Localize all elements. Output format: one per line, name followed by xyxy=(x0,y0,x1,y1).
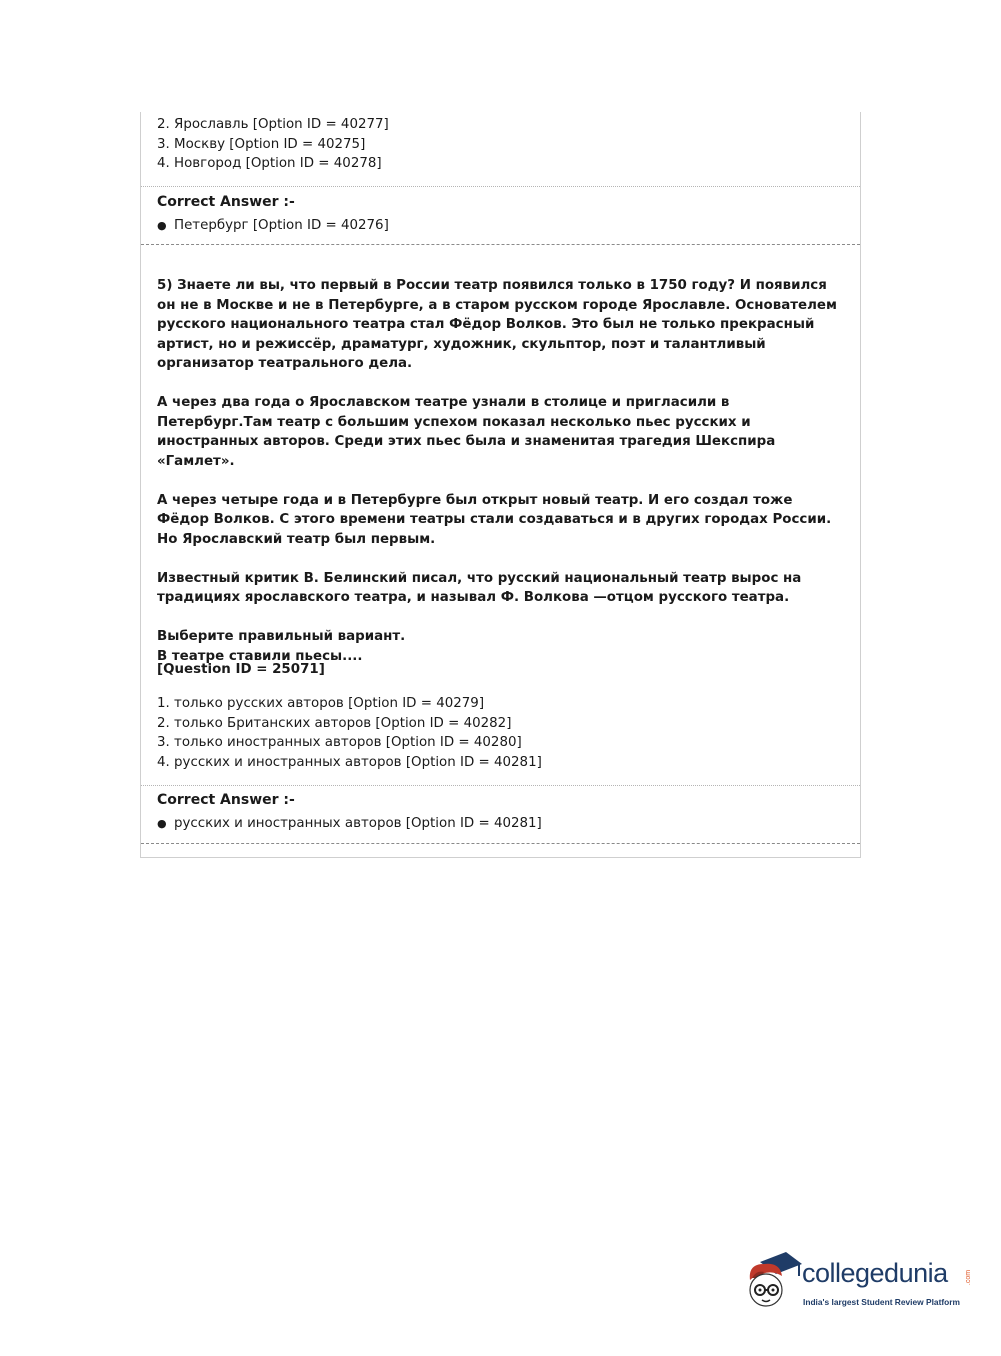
correct-answer-item xyxy=(157,814,847,834)
prev-options xyxy=(157,115,847,174)
option-item: 4. русских и иностранных авторов [Option ID = 40281] xyxy=(157,754,542,770)
correct-answer xyxy=(157,791,847,833)
option-item: 2. только Британских авторов [Option ID = 40282] xyxy=(157,715,512,731)
correct-answer-text: Петербург [Option ID = 40276] xyxy=(174,217,389,233)
mascot-icon xyxy=(742,1250,804,1312)
divider xyxy=(141,785,860,786)
option-item: 2. Ярославль [Option ID = 40277] xyxy=(157,117,389,132)
correct-answer-title: Correct Answer :- xyxy=(157,194,295,210)
question-paragraph: А через два года о Ярославском театре узнали в столице и пригласили в Петербург.Там театр с большим успехом показал несколько пьес русских и иностранных авторов. Среди этих пьес была и знаменитая трагедия Шекспира «Гамлет». xyxy=(157,395,776,469)
logo-tagline: India's largest Student Review Platform xyxy=(803,1297,960,1307)
logo-name: collegedunia xyxy=(802,1258,948,1288)
collegedunia-logo xyxy=(742,1250,972,1320)
correct-answer-title: Correct Answer :- xyxy=(157,792,295,808)
question-id: [Question ID = 25071] xyxy=(157,662,325,677)
correct-answer-text: русских и иностранных авторов [Option ID = 40281] xyxy=(174,815,542,831)
bullet-icon: ● xyxy=(157,816,167,830)
question-options xyxy=(157,694,847,772)
question-separator xyxy=(141,843,860,844)
bullet-icon: ● xyxy=(157,218,167,232)
option-item: 3. только иностранных авторов [Option ID = 40280] xyxy=(157,735,522,750)
question-prompt: В театре ставили пьесы.... xyxy=(157,648,363,664)
option-item: 3. Москву [Option ID = 40275] xyxy=(157,136,366,152)
prev-correct-answer xyxy=(157,193,847,235)
option-item: 4. Новгород [Option ID = 40278] xyxy=(157,156,382,171)
question-paragraph: Известный критик В. Белинский писал, что русский национальный театр вырос на традициях ярославского театра, и называл Ф. Волкова —отцом русского театра. xyxy=(157,570,802,605)
correct-answer-item xyxy=(157,216,847,236)
logo-suffix: .com xyxy=(965,1269,973,1286)
question-separator xyxy=(141,244,860,245)
question-paragraph: А через четыре года и в Петербурге был открыт новый театр. И его создал тоже Фёдор Волков. С этого времени театры стали создаваться и в других городах России. Но Ярославский театр был первым. xyxy=(157,492,832,547)
divider xyxy=(141,186,860,187)
question-prompt: Выберите правильный вариант. xyxy=(157,629,406,644)
option-item: 1. только русских авторов [Option ID = 40279] xyxy=(157,696,485,711)
question-paragraph: 5) Знаете ли вы, что первый в России театр появился только в 1750 году? И появился он не в Москве и не в Петербурге, а в старом русском городе Ярославле. Основателем русского национального театра стал Фёдор Волков. Это был не только прекрасный артист, но и режиссёр, драматург, художник, скульптор, поэт и талантливый организатор театрального дела. xyxy=(157,278,837,371)
question-5 xyxy=(157,276,847,666)
